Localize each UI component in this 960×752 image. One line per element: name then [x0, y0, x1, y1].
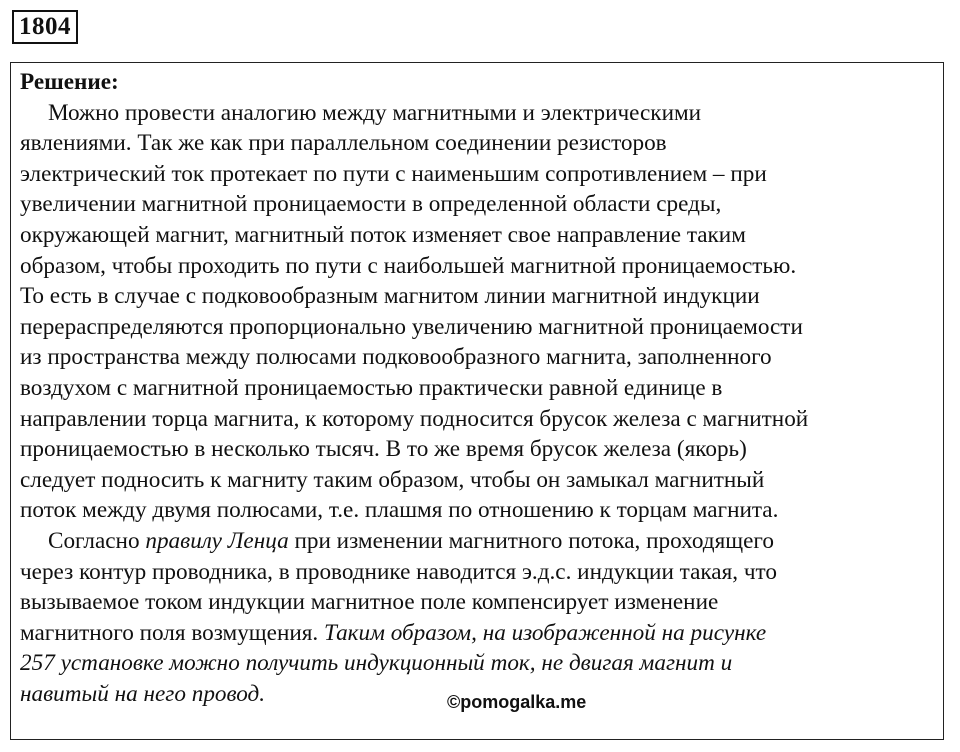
solution-text — [20, 67, 936, 709]
text-normal: Согласно — [48, 527, 146, 554]
text-line — [20, 618, 936, 649]
text-line: перераспределяются пропорционально увеличению магнитной проницаемости — [20, 313, 803, 340]
text-line: образом, чтобы проходить по пути с наибольшей магнитной проницаемостью. — [20, 252, 797, 279]
watermark: ©pomogalka.me — [447, 692, 587, 712]
conclusion-line: 257 установке можно получить индукционный ток, не двигая магнит и — [20, 650, 733, 677]
text-normal: магнитного поля возмущения. — [20, 619, 325, 646]
text-line: следует подносить к магниту таким образом, чтобы он замыкал магнитный — [20, 466, 765, 493]
solution-box — [10, 62, 944, 740]
text-line: окружающей магнит, магнитный поток изменяет свое направление таким — [20, 221, 746, 248]
text-line: направлении торца магнита, к которому подносится брусок железа с магнитной — [20, 405, 809, 432]
text-line: воздухом с магнитной проницаемостью практически равной единице в — [20, 374, 723, 401]
text-line: увеличении магнитной проницаемости в определенной области среды, — [20, 191, 722, 218]
text-line: через контур проводника, в проводнике наводится э.д.с. индукции такая, что — [20, 558, 777, 585]
text-line: из пространства между полюсами подковообразного магнита, заполненного — [20, 344, 772, 371]
text-line: То есть в случае с подковообразным магнитом линии магнитной индукции — [20, 283, 760, 310]
lenz-rule-italic: правилу Ленца — [145, 527, 289, 554]
text-line — [20, 526, 936, 557]
text-normal: при изменении магнитного потока, проходящего — [288, 527, 774, 554]
text-line: явлениями. Так же как при параллельном соединении резисторов — [20, 130, 667, 157]
text-line: вызываемое током индукции магнитное поле компенсирует изменение — [20, 589, 719, 616]
problem-number: 1804 — [12, 10, 78, 44]
conclusion-italic: Таким образом, на изображенной на рисунке — [324, 619, 767, 646]
text-line: электрический ток протекает по пути с наименьшим сопротивлением – при — [20, 160, 767, 187]
conclusion-line: навитый на него провод. — [20, 680, 266, 707]
text-line: поток между двумя полюсами, т.е. плашмя по отношению к торцам магнита. — [20, 497, 779, 524]
text-line: проницаемостью в несколько тысяч. В то же время брусок железа (якорь) — [20, 436, 747, 463]
solution-heading: Решение: — [20, 69, 119, 95]
text-line: Можно провести аналогию между магнитными и электрическими — [48, 99, 702, 126]
